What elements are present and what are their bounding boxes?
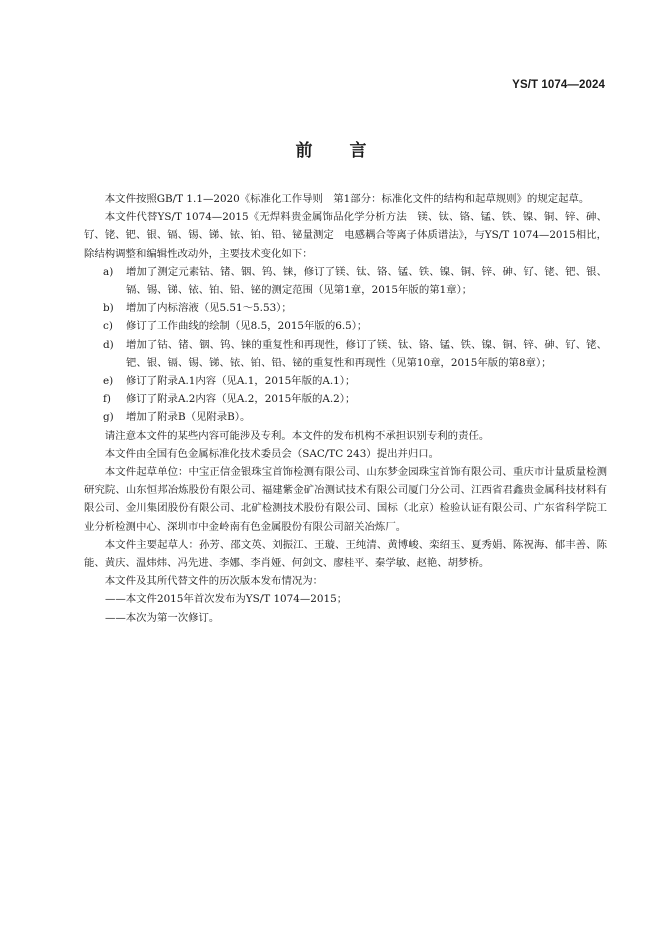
list-text: 增加了附录B（见附录B）。 — [126, 411, 251, 424]
page-title — [0, 136, 662, 161]
paragraph-committee: 本文件由全国有色金属标准化技术委员会（SAC/TC 243）提出并归口。 — [104, 447, 440, 460]
list-marker: g) — [103, 411, 114, 424]
list-marker: b) — [103, 302, 114, 315]
list-item — [84, 299, 607, 317]
paragraph-replacement: 本文件代替YS/T 1074—2015《无焊料贵金属饰品化学分析方法 镁、钛、铬、锰、铁、镍、铜、锌、砷、钌、铑、钯、银、镉、锡、锑、铱、铂、铅、铋量测定 电感耦合等离子体质谱法》，与YS/T 1074—2015相比，除结构调整和编辑性改动外，主要技术变化如下： — [84, 211, 607, 260]
list-text: 修订了附录A.1内容（见A.1，2015年版的A.1）； — [126, 375, 356, 388]
list-marker: a) — [103, 265, 114, 278]
list-item — [84, 408, 607, 426]
change-list — [84, 263, 607, 427]
list-text: 修订了工作曲线的绘制（见8.5，2015年版的6.5）； — [126, 320, 368, 333]
history-item: ——本次为第一次修订。 — [105, 611, 220, 624]
list-marker: c) — [103, 320, 113, 333]
list-item — [84, 390, 607, 408]
paragraph-patent-notice: 请注意本文件的某些内容可能涉及专利。本文件的发布机构不承担识别专利的责任。 — [104, 429, 490, 442]
list-marker: e) — [103, 375, 114, 388]
list-text: 增加了内标溶液（见5.51～5.53）； — [126, 302, 292, 315]
paragraph-drafting-rules: 本文件按照GB/T 1.1—2020《标准化工作导则 第1部分：标准化文件的结构和起草规则》的规定起草。 — [104, 193, 590, 205]
list-marker: d) — [103, 338, 114, 351]
document-code: YS/T 1074—2024 — [512, 79, 605, 91]
list-text: 增加了测定元素钴、锗、铟、钨、铼，修订了镁、钛、铬、锰、铁、镍、铜、锌、砷、钌、铑、钯、银、镉、锡、锑、铱、铂、铅、铋的测定范围（见第1章，2015年版的第1章）； — [126, 265, 607, 297]
list-item — [84, 336, 607, 372]
list-text: 修订了附录A.2内容（见A.2，2015年版的A.2）； — [126, 393, 356, 406]
paragraph-drafters: 本文件主要起草人：孙芳、邵文英、刘振江、王璇、王纯清、黄博峻、栾绍玉、夏秀娟、陈祝海、郁丰善、陈能、黄庆、温炜炜、冯先进、李娜、李肖娅、何剑文、廖桂平、秦学敏、赵艳、胡梦桥。 — [84, 538, 607, 570]
paragraph-history-intro: 本文件及其所代替文件的历次版本发布情况为： — [104, 575, 323, 588]
list-item — [84, 372, 607, 390]
list-item — [84, 317, 607, 335]
history-item: ——本文件2015年首次发布为YS/T 1074—2015； — [105, 593, 348, 606]
paragraph-drafting-units: 本文件起草单位：中宝正信金银珠宝首饰检测有限公司、山东梦金园珠宝首饰有限公司、重庆市计量质量检测研究院、山东恒邦冶炼股份有限公司、福建紫金矿冶测试技术有限公司厦门分公司、江西省君鑫贵金属科技材料有限公司、金川集团股份有限公司、北矿检测技术股份有限公司、国标（北京）检验认证有限公司、广东省科学院工业分析检测中心、深圳市中金岭南有色金属股份有限公司韶关冶炼厂。 — [84, 466, 607, 533]
list-marker: f) — [103, 393, 111, 406]
list-item — [84, 263, 607, 299]
title-char-2: 言 — [349, 141, 367, 161]
foreword-body — [84, 190, 607, 627]
title-char-1: 前 — [295, 141, 313, 161]
list-text: 增加了钴、锗、铟、钨、铼的重复性和再现性，修订了镁、钛、铬、锰、铁、镍、铜、锌、砷、钌、铑、钯、银、镉、锡、锑、铱、铂、铅、铋的重复性和再现性（见第10章，2015年版的第8章）； — [126, 338, 607, 369]
